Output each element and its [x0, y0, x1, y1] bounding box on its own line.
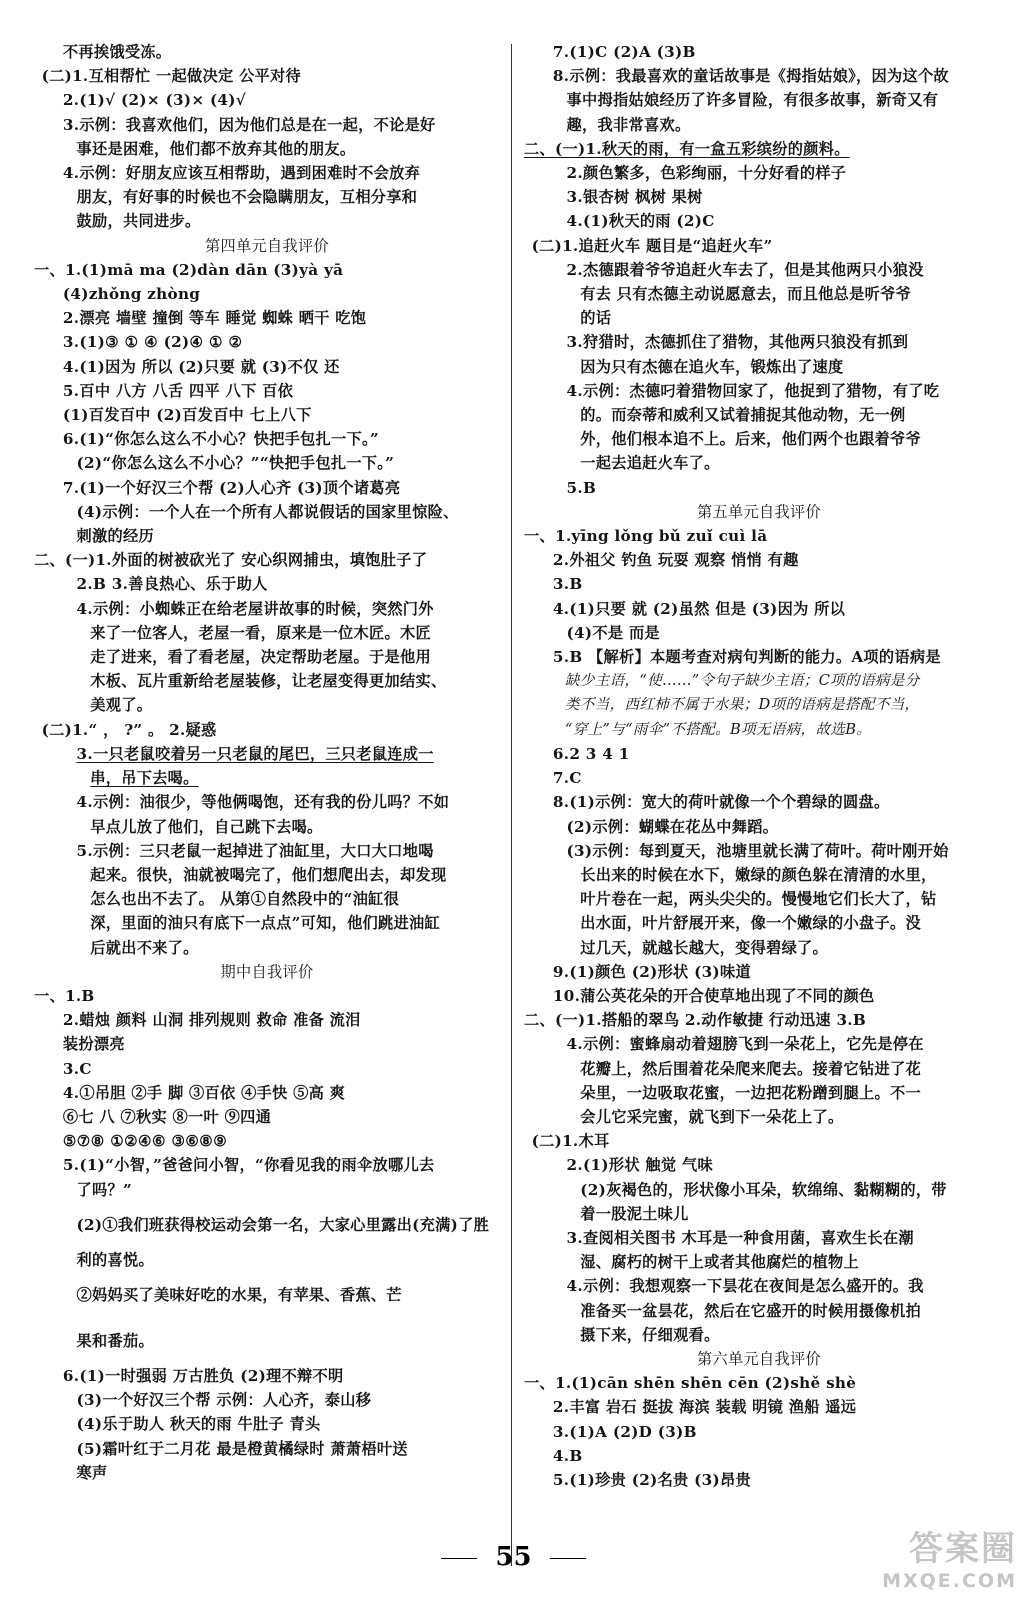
- answer-text: 后就出不来了。: [90, 938, 199, 957]
- answer-text: 不再挨饿受冻。: [62, 43, 172, 61]
- answer-line: [524, 1395, 994, 1419]
- answer-line: [524, 1299, 994, 1323]
- answer-text: 4.①吊胆 ②手 脚 ③百依 ④手快 ⑤高 爽: [62, 1083, 346, 1102]
- answer-text: 3.示例：我喜欢他们，因为他们总是在一起，不论是好: [62, 115, 436, 134]
- answer-line: [34, 306, 500, 330]
- answer-text: 4.示例：我想观察一下昙花在夜间是怎么盛开的。我: [566, 1277, 924, 1296]
- answer-line: [524, 1226, 994, 1250]
- answer-text: 2.颜色繁多，色彩绚丽，十分好看的样子: [566, 164, 847, 183]
- answer-text: 怎么也出不去了。 从第①自然段中的“油缸很: [90, 890, 400, 909]
- answer-text: 朋友，有好事的时候也不会隐瞒朋友，互相分享和: [76, 188, 418, 207]
- answer-text: 2.外祖父 钓鱼 玩耍 观察 悄悄 有趣: [552, 551, 799, 570]
- answer-line: [524, 64, 994, 88]
- answer-line: [34, 64, 500, 88]
- answer-line: [34, 1437, 500, 1461]
- answer-line: [524, 1081, 994, 1105]
- answer-text: 长出来的时候在水下，嫩绿的颜色躲在清清的水里，: [580, 865, 937, 884]
- answer-text: (5)霜叶红于二月花 最是橙黄橘绿时 萧萧梧叶送: [76, 1439, 408, 1458]
- answer-text: 4.示例：蜜蜂扇动着翅膀飞到一朵花上，它先是停在: [566, 1035, 924, 1054]
- answer-text: (二)1.木耳: [531, 1132, 610, 1151]
- answer-text: 4.B: [552, 1446, 583, 1465]
- answer-line: [524, 137, 994, 161]
- answer-line: [34, 645, 500, 669]
- answer-text: 一、1.(1)cān shēn shēn cēn (2)shě shè: [524, 1374, 857, 1393]
- answer-line: [34, 1364, 500, 1388]
- answer-line: [34, 1081, 500, 1105]
- answer-text: 美观了。: [90, 696, 153, 715]
- answer-text: 二、(一)1.外面的树被砍光了 安心织网捕虫，填饱肚子了: [34, 551, 428, 570]
- answer-line: [34, 669, 500, 693]
- answer-line: [34, 403, 500, 427]
- right-column: [524, 40, 994, 1492]
- answer-text: ②妈妈买了美味好吃的水果，有苹果、香蕉、芒: [76, 1285, 402, 1304]
- section-heading: [524, 1347, 994, 1371]
- answer-line: [524, 1444, 994, 1468]
- section-heading: [524, 500, 994, 524]
- answer-line: [524, 597, 994, 621]
- answer-text: 刺激的经历: [76, 527, 154, 546]
- answer-line: [524, 960, 994, 984]
- answer-text: 外，他们根本追不上。后来，他们两个也跟着爷爷: [580, 430, 921, 449]
- answer-text: 2.(1)形状 触觉 气味: [566, 1156, 713, 1175]
- answer-line: [524, 258, 994, 282]
- answer-line: [34, 1461, 500, 1485]
- answer-text: 2.B 3.善良热心、乐于助人: [76, 575, 268, 594]
- answer-text: 3.查阅相关图书 木耳是一种食用菌，喜欢生长在潮: [566, 1228, 914, 1247]
- answer-text: (1)百发百中 (2)百发百中 七上八下: [62, 406, 312, 425]
- answer-text: 事还是困难，他们都不放弃其他的朋友。: [76, 139, 356, 158]
- answer-line: [34, 282, 500, 306]
- answer-text: 有去 只有杰德主动说愿意去，而且他总是听爷爷: [580, 285, 912, 304]
- answer-line: [524, 476, 994, 500]
- answer-line: [524, 451, 994, 475]
- answer-text: 4.示例：杰德叼着猎物回家了，他捉到了猎物，有了吃: [566, 381, 940, 400]
- answer-line: [34, 1318, 500, 1364]
- answer-line: [34, 839, 500, 863]
- answer-line: [524, 815, 994, 839]
- answer-line: [524, 1153, 994, 1177]
- answer-text: (二)1.“ ， ?” 。 2.疑惑: [41, 720, 217, 739]
- answer-text: 6.(1)一时强弱 万古胜负 (2)理不辩不明: [62, 1366, 344, 1385]
- answer-line: [524, 863, 994, 887]
- answer-line: [34, 742, 500, 766]
- answer-text: 第四单元自我评价: [205, 236, 329, 255]
- answer-text: 会儿它采完蜜，就飞到下一朵花上了。: [580, 1107, 844, 1126]
- answer-text: 9.(1)颜色 (2)形状 (3)味道: [552, 962, 751, 981]
- answer-line: [34, 887, 500, 911]
- answer-text: 摄下来，仔细观看。: [580, 1325, 720, 1344]
- answer-line: [34, 500, 500, 524]
- answer-line: [524, 209, 994, 233]
- answer-line: [524, 1008, 994, 1032]
- answer-line: [524, 234, 994, 258]
- answer-text: 事中拇指姑娘经历了许多冒险，有很多故事，新奇又有: [566, 91, 939, 110]
- answer-line: [34, 113, 500, 137]
- answer-line: [34, 40, 500, 64]
- answer-text: 叶片卷在一起，两头尖尖的。慢慢地它们长大了，钻: [580, 890, 937, 909]
- answer-line: [524, 790, 994, 814]
- answer-line: [524, 572, 994, 596]
- answer-text: 装扮漂亮: [62, 1035, 125, 1054]
- answer-line: [34, 1272, 500, 1318]
- answer-line: [34, 863, 500, 887]
- answer-line: [34, 1202, 500, 1248]
- answer-line: [34, 1388, 500, 1412]
- answer-text: 4.示例：好朋友应该互相帮助，遇到困难时不会放弃: [62, 164, 421, 183]
- answer-text: (4)不是 而是: [566, 623, 660, 642]
- answer-line: [524, 403, 994, 427]
- answer-text: 5.(1)珍贵 (2)名贵 (3)昂贵: [552, 1470, 751, 1489]
- answer-line: [34, 815, 500, 839]
- answer-line: [34, 209, 500, 233]
- answer-line: [524, 1323, 994, 1347]
- answer-line: [34, 524, 500, 548]
- answer-text: 寒声: [76, 1463, 108, 1482]
- answer-line: [524, 1202, 994, 1226]
- answer-line: [34, 936, 500, 960]
- answer-text: 类不当，西红柿不属于水果；D项的语病是搭配不当，: [564, 696, 920, 714]
- answer-text: (2)①我们班获得校运动会第一名，大家心里露出(充满)了胜: [76, 1215, 490, 1234]
- answer-line: [524, 1420, 994, 1444]
- answer-line: [34, 1248, 500, 1272]
- answer-line: [34, 1178, 500, 1202]
- answer-line: [34, 1032, 500, 1056]
- answer-text: 6.(1)“你怎么这么不小心？快把手包扎一下。”: [62, 430, 379, 449]
- answer-text: 利的喜悦。: [76, 1250, 154, 1269]
- answer-line: [34, 161, 500, 185]
- answer-line: [34, 427, 500, 451]
- answer-line: [34, 258, 500, 282]
- answer-text: (2)“你怎么这么不小心？”“快把手包扎一下。”: [76, 454, 395, 473]
- answer-text: 2.丰富 岩石 挺拔 海滨 装载 明镜 渔船 遥远: [552, 1398, 857, 1417]
- answer-line: [34, 984, 500, 1008]
- answer-line: [524, 427, 994, 451]
- answer-line: [34, 766, 500, 790]
- answer-text: 木板、瓦片重新给老屋装修，让老屋变得更加结实、: [90, 672, 447, 691]
- answer-line: [524, 693, 994, 717]
- answer-text: 早点儿放了他们，自己跳下去喝。: [90, 817, 323, 836]
- answer-line: [34, 1057, 500, 1081]
- answer-text: 2.蜡烛 颜料 山洞 排列规则 救命 准备 流泪: [62, 1011, 361, 1030]
- answer-line: [524, 548, 994, 572]
- answer-line: [524, 1178, 994, 1202]
- answer-text: 二、(一)1.搭船的翠鸟 2.动作敏捷 行动迅速 3.B: [524, 1011, 867, 1030]
- answer-text: 7.C: [552, 769, 582, 788]
- answer-line: [524, 306, 994, 330]
- answer-text: 2.杰德跟着爷爷追赶火车去了，但是其他两只小狼没: [566, 260, 924, 279]
- answer-text: 3.C: [62, 1059, 92, 1078]
- answer-line: [524, 524, 994, 548]
- answer-text: 第六单元自我评价: [697, 1349, 821, 1368]
- answer-line: [34, 185, 500, 209]
- answer-line: [34, 1008, 500, 1032]
- page-footer: [0, 1542, 1027, 1572]
- answer-text: 3.(1)A (2)D (3)B: [552, 1422, 697, 1441]
- answer-text: 趣，我非常喜欢。: [566, 115, 691, 134]
- answer-line: [524, 161, 994, 185]
- answer-text: (3)一个好汉三个帮 示例：人心齐，泰山移: [76, 1391, 372, 1410]
- answer-text: 4.(1)只要 就 (2)虽然 但是 (3)因为 所以: [552, 599, 846, 618]
- answer-text: 3.一只老鼠咬着另一只老鼠的尾巴，三只老鼠连成一: [76, 744, 434, 763]
- answer-text: 第五单元自我评价: [697, 502, 821, 521]
- watermark-url: MXQE.COM: [882, 1570, 1017, 1592]
- answer-text: 8.示例：我最喜欢的童话故事是《拇指姑娘》，因为这个故: [552, 67, 949, 86]
- answer-text: 5.(1)“小智，”爸爸问小智，“你看见我的雨伞放哪儿去: [62, 1156, 435, 1175]
- answer-text: (二)1.互相帮忙 一起做决定 公平对待: [41, 67, 302, 86]
- footer-dash-left: [441, 1558, 477, 1559]
- answer-line: [524, 1468, 994, 1492]
- answer-text: 4.示例：小蜘蛛正在给老屋讲故事的时候，突然门外: [76, 599, 434, 618]
- answer-text: 3.B: [552, 575, 583, 594]
- answer-line: [524, 1105, 994, 1129]
- answer-text: 准备买一盆昙花，然后在它盛开的时候用摄像机拍: [580, 1301, 921, 1320]
- answer-line: [34, 88, 500, 112]
- answer-text: 10.蒲公英花朵的开合使草地出现了不同的颜色: [552, 986, 875, 1005]
- answer-text: (4)zhǒng zhòng: [62, 285, 201, 304]
- answer-text: (4)示例：一个人在一个所有人都说假话的国家里惊险、: [76, 502, 459, 521]
- answer-text: 朵里，一边吸取花蜜，一边把花粉蹭到腿上。不一: [580, 1083, 921, 1102]
- answer-line: [524, 330, 994, 354]
- answer-line: [34, 790, 500, 814]
- answer-line: [524, 88, 994, 112]
- answer-text: 的。而奈蒂和威利又试着捕捉其他动物，无一例: [580, 406, 906, 425]
- answer-line: [524, 1250, 994, 1274]
- answer-text: 5.B 【解析】本题考查对病句判断的能力。A项的语病是: [552, 648, 941, 667]
- answer-text: 着一股泥土味儿: [580, 1204, 689, 1223]
- answer-text: (二)1.追赶火车 题目是“追赶火车”: [531, 236, 773, 255]
- answer-text: (2)灰褐色的，形状像小耳朵，软绵绵、黏糊糊的，带: [580, 1180, 947, 1199]
- answer-line: [524, 40, 994, 64]
- answer-text: 2.漂亮 墙壁 撞倒 等车 睡觉 蜘蛛 晒干 吃饱: [62, 309, 367, 328]
- answer-text: 花瓣上，然后围着花朵爬来爬去。接着它钻进了花: [580, 1059, 921, 1078]
- answer-line: [34, 1153, 500, 1177]
- answer-line: [524, 282, 994, 306]
- answer-text: 了吗？”: [76, 1180, 133, 1199]
- answer-text: 深，里面的油只有底下一点点”可知，他们跳进油缸: [90, 914, 440, 933]
- answer-line: [34, 1129, 500, 1153]
- answer-text: 5.B: [566, 478, 597, 497]
- answer-text: 湿、腐朽的树干上或者其他腐烂的植物上: [580, 1253, 860, 1272]
- answer-line: [524, 669, 994, 693]
- answer-text: 一、1.yīng lǒng bǔ zuǐ cuì lā: [524, 527, 768, 546]
- answer-line: [34, 693, 500, 717]
- answer-line: [34, 1105, 500, 1129]
- answer-line: [34, 1412, 500, 1436]
- answer-line: [524, 1274, 994, 1298]
- answer-text: 缺少主语，“使……”令句子缺少主语；C项的语病是分: [564, 672, 920, 690]
- answer-text: 串，吊下去喝。: [90, 769, 199, 788]
- watermark: [882, 1521, 1017, 1592]
- answer-text: 的话: [580, 309, 612, 328]
- left-column: [34, 40, 500, 1485]
- answer-line: [34, 379, 500, 403]
- answer-line: [34, 621, 500, 645]
- answer-text: 走了进来，看了看老屋，决定帮助老屋。于是他用: [90, 648, 431, 667]
- answer-text: 过几天，就越长越大，变得碧绿了。: [580, 938, 829, 957]
- answer-line: [34, 548, 500, 572]
- answer-line: [34, 355, 500, 379]
- page-number: 55: [495, 1542, 532, 1572]
- answer-line: [524, 113, 994, 137]
- answer-line: [524, 984, 994, 1008]
- answer-text: 8.(1)示例：宽大的荷叶就像一个个碧绿的圆盘。: [552, 793, 890, 812]
- section-heading: [34, 234, 500, 258]
- answer-text: 鼓励，共同进步。: [76, 212, 201, 231]
- answer-text: 一、1.(1)mā ma (2)dàn dān (3)yà yā: [34, 260, 344, 279]
- column-divider: [511, 44, 512, 1566]
- answer-text: (2)示例：蝴蝶在花丛中舞蹈。: [566, 817, 779, 836]
- answer-line: [524, 839, 994, 863]
- answer-line: [34, 572, 500, 596]
- footer-dash-right: [550, 1558, 586, 1559]
- answer-line: [524, 645, 994, 669]
- answer-line: [524, 185, 994, 209]
- answer-line: [524, 355, 994, 379]
- answer-text: 5.示例：三只老鼠一起掉进了油缸里，大口大口地喝: [76, 841, 434, 860]
- answer-text: 来了一位客人，老屋一看，原来是一位木匠。木匠: [90, 623, 431, 642]
- answer-line: [524, 766, 994, 790]
- answer-text: (4)乐于助人 秋天的雨 牛肚子 青头: [76, 1415, 321, 1434]
- answer-line: [34, 911, 500, 935]
- answer-text: 二、(一)1.秋天的雨，有一盒五彩缤纷的颜料。: [524, 139, 850, 158]
- answer-line: [524, 936, 994, 960]
- answer-line: [524, 1371, 994, 1395]
- section-heading: [34, 960, 500, 984]
- answer-line: [524, 1032, 994, 1056]
- answer-line: [524, 911, 994, 935]
- answer-line: [34, 451, 500, 475]
- answer-line: [34, 597, 500, 621]
- answer-text: 起来。很快，油就被喝完了，他们想爬出去，却发现: [90, 865, 447, 884]
- answer-line: [524, 621, 994, 645]
- answer-line: [524, 1129, 994, 1153]
- answer-line: [524, 887, 994, 911]
- answer-text: 因为只有杰德在追火车，锻炼出了速度: [580, 357, 844, 376]
- answer-line: [524, 1057, 994, 1081]
- answer-text: 4.示例：油很少，等他俩喝饱，还有我的份儿吗？不如: [76, 793, 450, 812]
- answer-text: “穿上”与“雨伞”不搭配。B项无语病，故选B。: [564, 720, 872, 738]
- answer-text: 3.狩猎时，杰德抓住了猎物，其他两只狼没有抓到: [566, 333, 909, 352]
- answer-text: ⑤⑦⑧ ①②④⑥ ③⑥⑧⑨: [62, 1132, 228, 1151]
- answer-text: (3)示例：每到夏天，池塘里就长满了荷叶。荷叶刚开始: [566, 841, 949, 860]
- answer-text: 一、1.B: [34, 986, 95, 1005]
- answer-text: 3.(1)③ ① ④ (2)④ ① ②: [62, 333, 243, 352]
- answer-line: [524, 742, 994, 766]
- answer-line: [524, 379, 994, 403]
- answer-text: ⑥七 八 ⑦秋实 ⑧一叶 ⑨四通: [62, 1107, 272, 1126]
- answer-text: 3.银杏树 枫树 果树: [566, 188, 703, 207]
- answer-line: [34, 718, 500, 742]
- watermark-logo-text: 答案圈: [909, 1529, 1017, 1569]
- answer-text: 果和番茄。: [76, 1331, 154, 1350]
- answer-text: 7.(1)C (2)A (3)B: [552, 43, 696, 61]
- answer-line: [34, 476, 500, 500]
- answer-text: 5.百中 八方 八舌 四平 八下 百依: [62, 381, 294, 400]
- answer-line: [524, 718, 994, 742]
- answer-text: 7.(1)一个好汉三个帮 (2)人心齐 (3)顶个诸葛亮: [62, 478, 401, 497]
- answer-line: [34, 330, 500, 354]
- answer-text: 4.(1)秋天的雨 (2)C: [566, 212, 715, 231]
- answer-text: 出水面，叶片舒展开来，像一个嫩绿的小盘子。没: [580, 914, 921, 933]
- answer-text: 6.2 3 4 1: [552, 744, 630, 763]
- answer-text: 期中自我评价: [220, 962, 314, 981]
- answer-text: 2.(1)√ (2)× (3)× (4)√: [62, 91, 247, 110]
- answer-text: 4.(1)因为 所以 (2)只要 就 (3)不仅 还: [62, 357, 340, 376]
- answer-text: 一起去追赶火车了。: [580, 454, 720, 473]
- answer-line: [34, 137, 500, 161]
